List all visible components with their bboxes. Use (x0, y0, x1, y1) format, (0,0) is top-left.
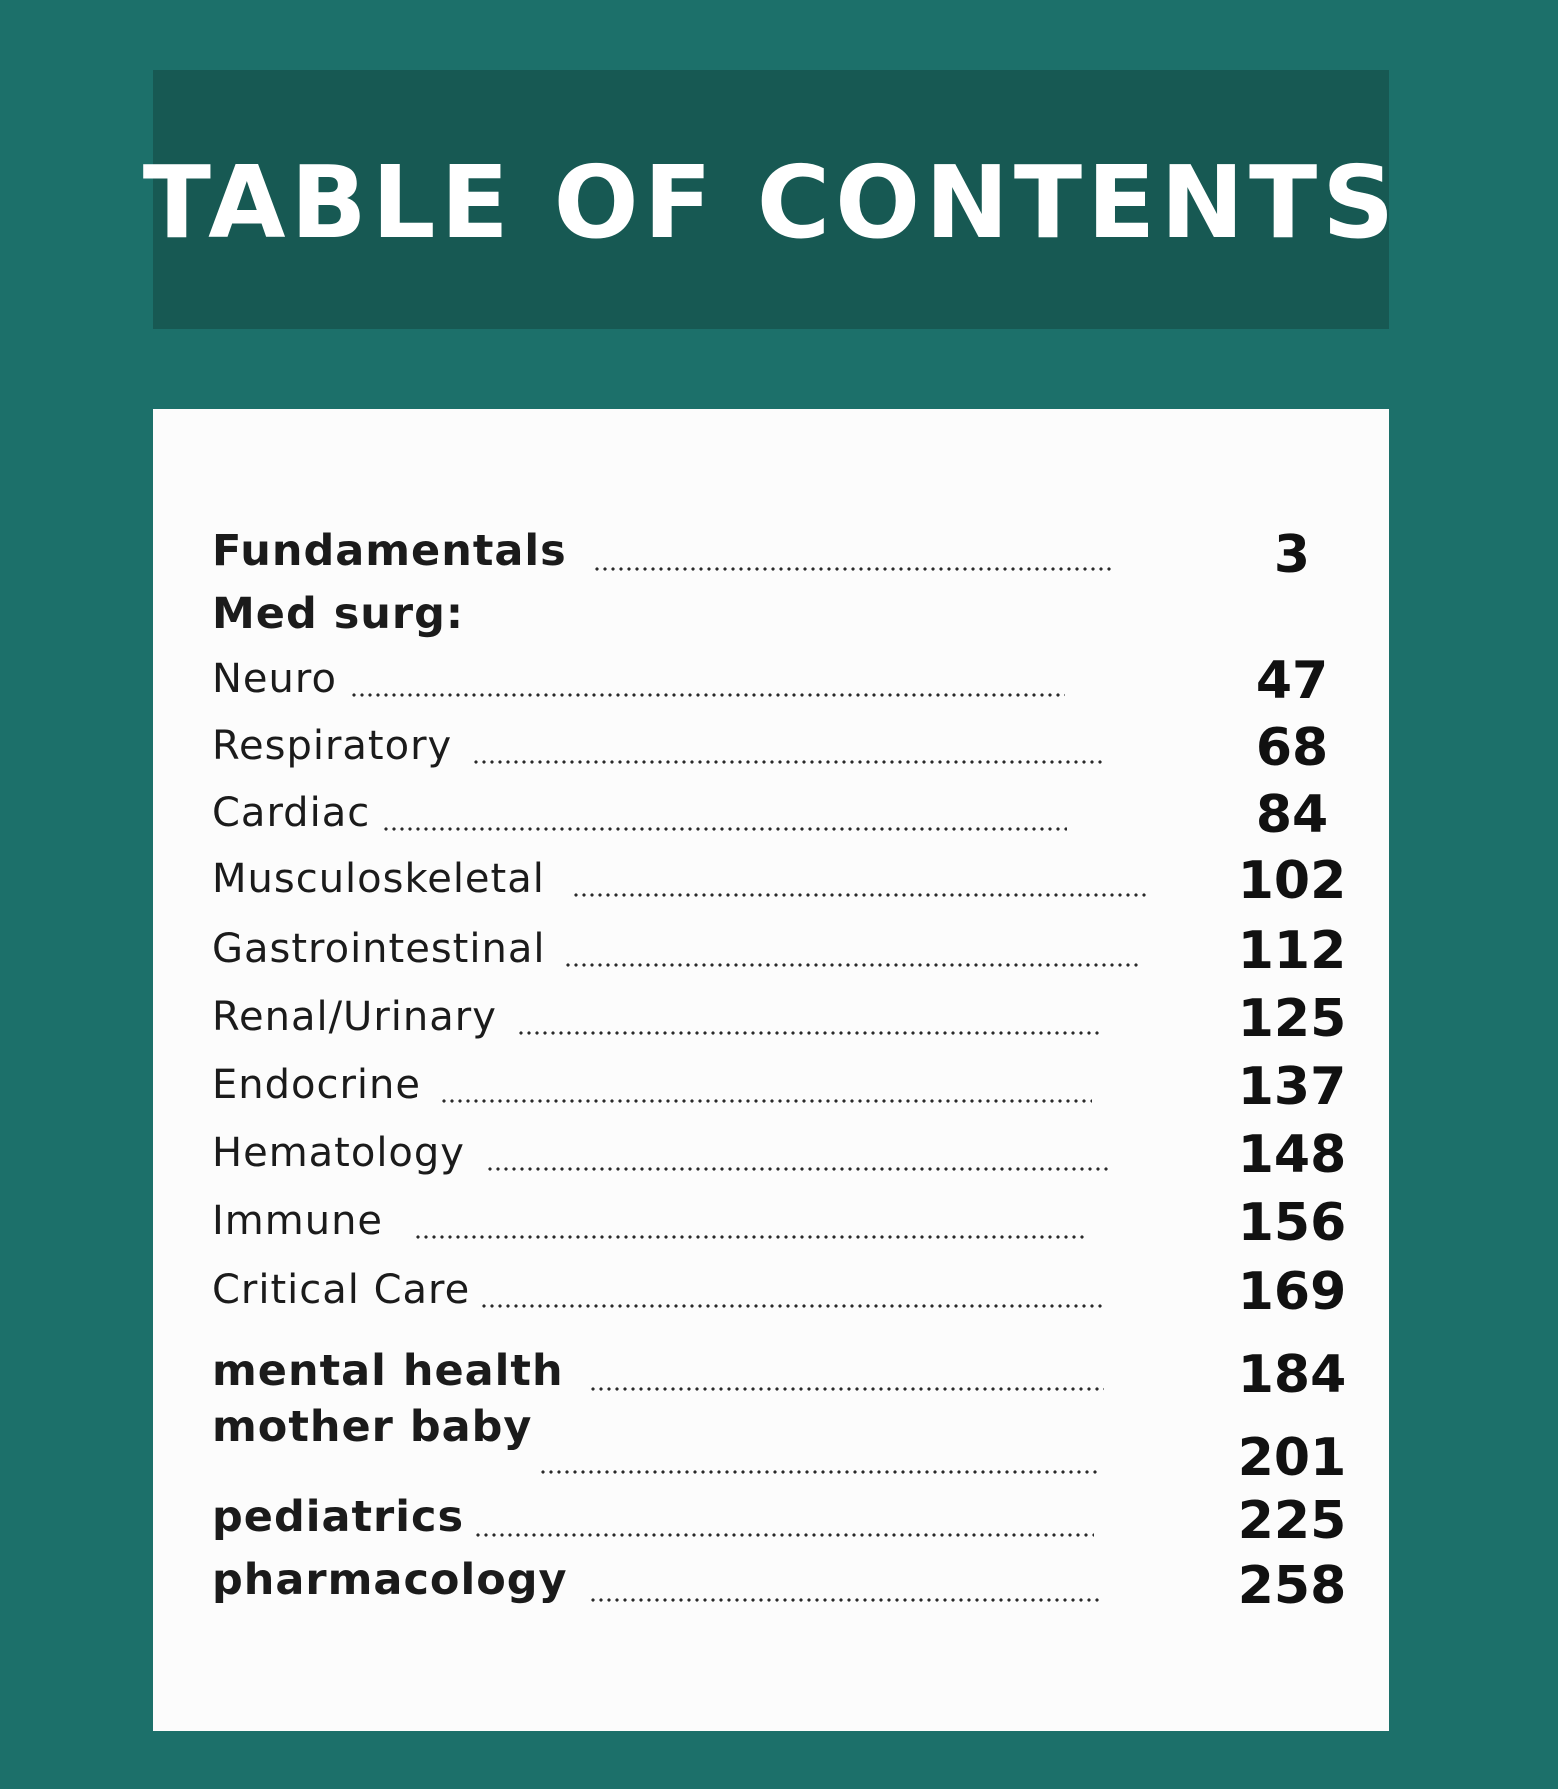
toc-entry-label: pharmacology (212, 1555, 568, 1605)
toc-page-number: 258 (1237, 1556, 1347, 1616)
toc-entry-respiratory[interactable] (212, 712, 1352, 778)
toc-leader-dots (474, 1533, 1094, 1537)
toc-entry-label: Neuro (212, 656, 337, 702)
toc-entry-label: Gastrointestinal (212, 926, 546, 972)
toc-leader-dots (350, 693, 1065, 697)
toc-entry-label: Immune (212, 1198, 384, 1244)
toc-entry-neuro[interactable] (212, 645, 1352, 711)
page-title: TABLE OF CONTENTS (142, 143, 1400, 261)
toc-entry-cardiac[interactable] (212, 779, 1352, 845)
toc-leader-dots (440, 1099, 1092, 1103)
toc-page-number: 156 (1237, 1193, 1347, 1253)
toc-entry-fundamentals[interactable] (212, 519, 1352, 585)
toc-leader-dots (589, 1387, 1104, 1391)
toc-entry-label: Hematology (212, 1130, 465, 1176)
toc-leader-dots (472, 760, 1105, 764)
toc-page-number: 148 (1237, 1125, 1347, 1185)
toc-leader-dots (539, 1470, 1099, 1474)
toc-page-number: 68 (1255, 718, 1329, 778)
title-banner (142, 70, 1400, 329)
toc-page-number: 169 (1237, 1262, 1347, 1322)
toc-panel (153, 409, 1389, 1731)
toc-page-number: 184 (1237, 1345, 1347, 1405)
toc-entry-gastrointestinal[interactable] (212, 915, 1352, 981)
toc-entry-endocrine[interactable] (212, 1051, 1352, 1117)
toc-entry-immune[interactable] (212, 1187, 1352, 1253)
toc-section-med-surg (212, 582, 1352, 644)
toc-page-number: 201 (1237, 1428, 1347, 1488)
toc-leader-dots (564, 963, 1139, 967)
toc-page-number: 84 (1255, 785, 1329, 845)
toc-page-number: 47 (1255, 651, 1329, 711)
toc-leader-dots (414, 1235, 1086, 1239)
toc-entry-pharmacology[interactable] (212, 1550, 1352, 1616)
toc-entry-musculoskeletal[interactable] (212, 845, 1352, 911)
toc-entry-critical-care[interactable] (212, 1256, 1352, 1322)
toc-entry-hematology[interactable] (212, 1119, 1352, 1185)
toc-entry-pediatrics[interactable] (212, 1485, 1352, 1551)
toc-page-number: 225 (1237, 1491, 1347, 1551)
toc-entry-mother-baby[interactable] (212, 1402, 1352, 1488)
toc-leader-dots (382, 827, 1067, 831)
toc-entry-label: Fundamentals (212, 526, 567, 576)
toc-section-heading: Med surg: (212, 589, 465, 639)
toc-leader-dots (480, 1304, 1102, 1308)
toc-entry-label: Cardiac (212, 790, 371, 836)
toc-leader-dots (589, 1598, 1101, 1602)
toc-entry-label: Critical Care (212, 1267, 471, 1313)
toc-entry-label: Respiratory (212, 723, 453, 769)
toc-page-number: 3 (1273, 525, 1311, 585)
toc-entry-renal-urinary[interactable] (212, 983, 1352, 1049)
toc-entry-label: Musculoskeletal (212, 856, 545, 902)
toc-leader-dots (572, 893, 1147, 897)
toc-entry-mental-health[interactable] (212, 1339, 1352, 1405)
toc-leader-dots (593, 567, 1113, 571)
toc-entry-label: mental health (212, 1346, 564, 1396)
toc-entry-label: Renal/Urinary (212, 994, 497, 1040)
toc-page-number: 112 (1237, 921, 1347, 981)
toc-entry-label: pediatrics (212, 1492, 465, 1542)
toc-leader-dots (486, 1167, 1110, 1171)
toc-page-number: 102 (1237, 851, 1347, 911)
toc-page-number: 125 (1237, 989, 1347, 1049)
toc-entry-label: Endocrine (212, 1062, 421, 1108)
toc-leader-dots (517, 1031, 1101, 1035)
toc-entry-label: mother baby (212, 1402, 533, 1452)
toc-page-number: 137 (1237, 1057, 1347, 1117)
